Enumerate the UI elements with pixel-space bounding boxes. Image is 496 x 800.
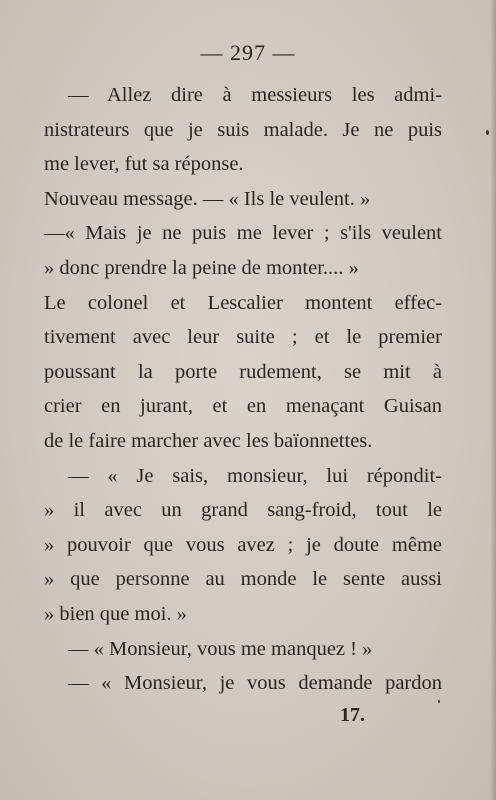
- ink-speck: [438, 700, 440, 703]
- text-line: —« Mais je ne puis me lever ; s'ils veulent: [44, 222, 442, 245]
- page-number: — 297 —: [200, 40, 296, 65]
- body-text: [44, 78, 442, 701]
- text-line: » donc prendre la peine de monter.... »: [44, 256, 359, 279]
- text-line: poussant la porte rudement, se mit à: [44, 360, 442, 383]
- text-line: Nouveau message. — « Ils le veulent. »: [44, 187, 371, 210]
- text-line: » bien que moi. »: [44, 602, 187, 625]
- text-line: Le colonel et Lescalier montent effec-: [44, 291, 442, 314]
- text-line: » pouvoir que vous avez ; je doute même: [44, 533, 442, 556]
- text-line: me lever, fut sa réponse.: [44, 153, 244, 176]
- ink-speck: [486, 130, 489, 135]
- text-line: tivement avec leur suite ; et le premier: [44, 326, 442, 349]
- text-line: — Allez dire à messieurs les admi-: [68, 84, 442, 106]
- text-line: » il avec un grand sang-froid, tout le: [44, 499, 442, 522]
- signature-mark: 17.: [340, 704, 365, 726]
- text-line: — « Monsieur, je vous demande pardon: [68, 672, 442, 695]
- text-line: — « Monsieur, vous me manquez ! »: [68, 637, 373, 660]
- text-line: de le faire marcher avec les baïonnettes.: [44, 429, 373, 452]
- page-edge-shadow: [490, 0, 496, 800]
- text-line: » que personne au monde le sente aussi: [44, 568, 442, 591]
- text-line: — « Je sais, monsieur, lui répondit-: [68, 464, 442, 487]
- text-line: nistrateurs que je suis malade. Je ne puis: [44, 118, 442, 141]
- text-line: crier en jurant, et en menaçant Guisan: [44, 395, 442, 418]
